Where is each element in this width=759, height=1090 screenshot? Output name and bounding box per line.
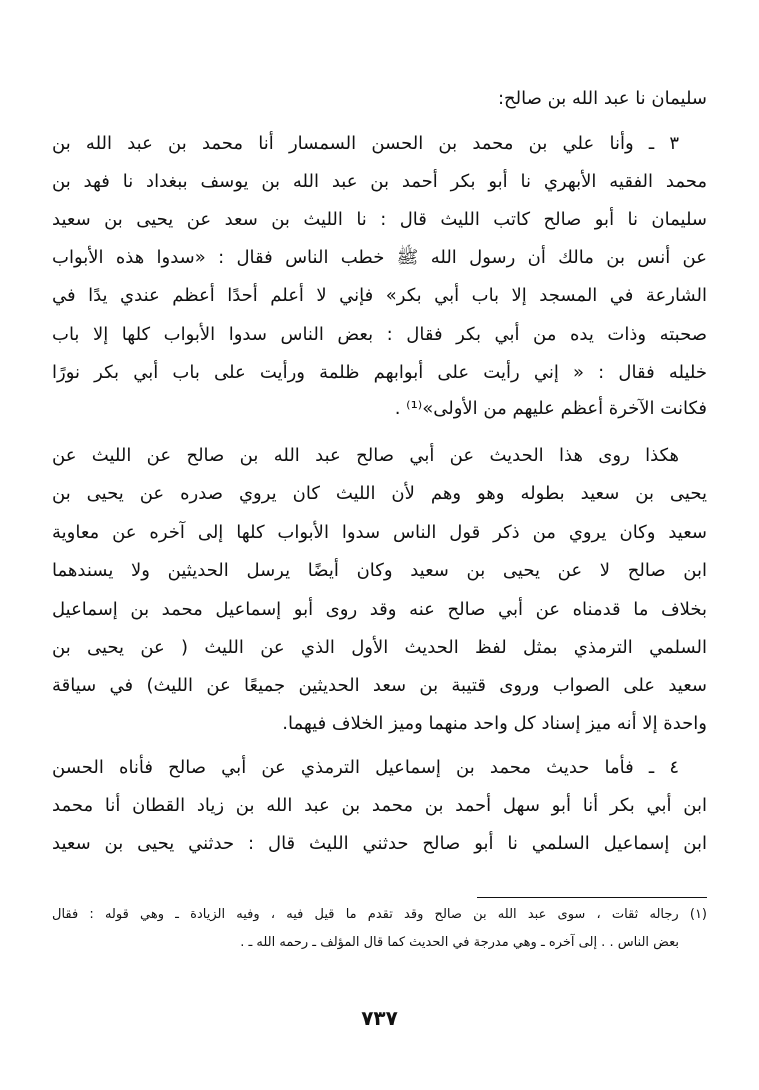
body-line-13: ابن صالح لا عن يحيى بن سعيد وكان أيضًا يرسل الحديثين ولا يسندهما	[52, 560, 707, 581]
body-line-12: سعيد وكان يروي من ذكر قول الناس سدوا الأبواب كلها إلى آخره عن معاوية	[52, 522, 707, 543]
body-line-6: الشارعة في المسجد إلا باب أبي بكر» فإني لا أعلم أحدًا أعظم عندي يدًا في	[52, 285, 707, 306]
body-line-16: سعيد على الصواب وروى قتيبة بن سعد الحديثين جميعًا عن الليث) في سياقة	[52, 675, 707, 696]
body-line-15: السلمي الترمذي بمثل لفظ الحديث الأول الذي عن الليث ( عن يحيى بن	[52, 637, 707, 658]
body-line-1: سليمان نا عبد الله بن صالح:	[497, 88, 707, 109]
body-line-18: ٤ ـ فأما حديث محمد بن إسماعيل الترمذي عن أبي صالح فأناه الحسن	[52, 757, 679, 778]
body-line-11: يحيى بن سعيد بطوله وهو وهم لأن الليث كان يروي صدره عن يحيى بن	[52, 483, 707, 504]
body-line-3: محمد الفقيه الأبهري نا أبو بكر أحمد بن عبد الله بن يوسف ببغداد نا فهد بن	[52, 171, 707, 192]
body-line-8: خليله فقال : « إني رأيت على أبوابهم ظلمة ورأيت على باب أبي بكر نورًا	[52, 362, 707, 383]
body-line-2: ٣ ـ وأنا علي بن محمد بن الحسن السمسار أنا محمد بن عبد الله بن	[52, 133, 679, 154]
footnote-separator	[477, 897, 707, 898]
body-line-20: ابن إسماعيل السلمي نا أبو صالح حدثني الليث قال : حدثني يحيى بن سعيد	[52, 833, 707, 854]
body-line-7: صحبته وذات يده من أبي بكر فقال : بعض الناس سدوا الأبواب كلها إلا باب	[52, 324, 707, 345]
footnote-line-1: (١) رجاله ثقات ، سوى عبد الله بن صالح وقد تقدم ما قيل فيه ، وفيه الزيادة ـ وهي قوله : فقال	[52, 907, 707, 922]
body-line-19: ابن أبي بكر أنا أبو سهل أحمد بن محمد بن عبد الله بن زياد القطان أنا محمد	[52, 795, 707, 816]
footnote-line-2: بعض الناس . . إلى آخره ـ وهي مدرجة في الحديث كما قال المؤلف ـ رحمه الله ـ .	[240, 935, 679, 950]
body-line-10: هكذا روى هذا الحديث عن أبي صالح عبد الله بن صالح عن الليث عن	[52, 445, 679, 466]
body-line-9: فكانت الآخرة أعظم عليهم من الأولى»⁽¹⁾ .	[394, 398, 707, 419]
body-line-17: واحدة إلا أنه ميز إسناد كل واحد منهما وميز الخلاف فيهما.	[282, 713, 707, 734]
body-line-14: بخلاف ما قدمناه عن أبي صالح عنه وقد روى أبو إسماعيل محمد بن إسماعيل	[52, 599, 707, 620]
body-line-4: سليمان نا أبو صالح كاتب الليث قال : نا الليث بن سعد عن يحيى بن سعيد	[52, 209, 707, 230]
body-line-5: عن أنس بن مالك أن رسول الله ﷺ خطب الناس فقال : «سدوا هذه الأبواب	[52, 247, 707, 268]
page-number: ٧٣٧	[361, 1006, 398, 1030]
